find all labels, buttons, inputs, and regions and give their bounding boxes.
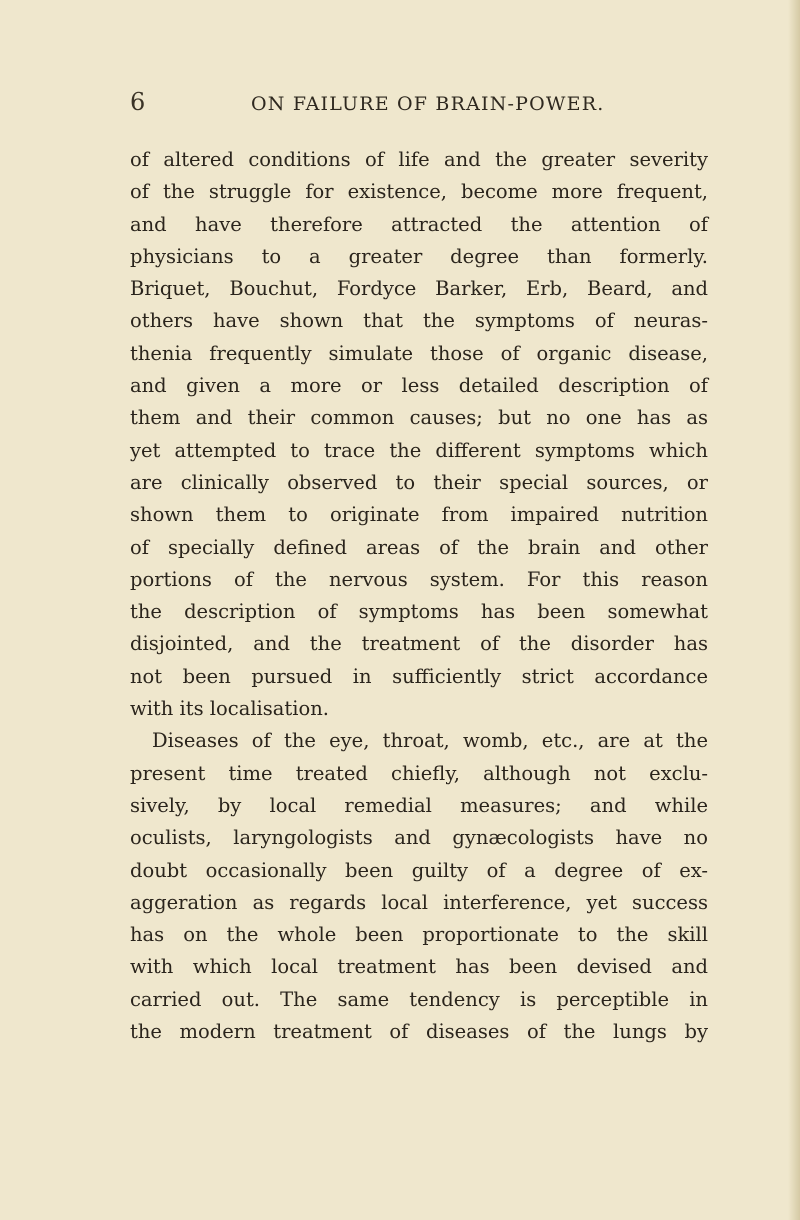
text-line: sively, by local remedial measures; and while: [130, 793, 708, 817]
text-line: disjointed, and the treatment of the disorder has: [130, 632, 708, 656]
text-line: them and their common causes; but no one has as: [130, 406, 708, 430]
text-line: not been pursued in sufficiently strict accordance: [130, 664, 708, 688]
text-line: and have therefore attracted the attention of: [130, 212, 708, 236]
text-line: oculists, laryngologists and gynæcologists have no: [130, 826, 708, 850]
text-line: thenia frequently simulate those of organic disease,: [130, 341, 708, 365]
page-edge-shadow: [788, 0, 800, 1220]
page-header: [0, 88, 800, 128]
text-line: and given a more or less detailed description of: [130, 374, 708, 398]
text-line: the modern treatment of diseases of the lungs by: [130, 1020, 708, 1044]
body-text: [130, 144, 708, 1048]
text-line: others have shown that the symptoms of neuras-: [130, 309, 708, 333]
text-line: of specially defined areas of the brain and other: [130, 535, 708, 559]
page-number: 6: [130, 88, 146, 116]
text-line: physicians to a greater degree than formerly.: [130, 244, 708, 268]
text-line: of the struggle for existence, become more frequent,: [130, 180, 708, 204]
text-line: of altered conditions of life and the greater severity: [130, 148, 708, 171]
text-line: carried out. The same tendency is perceptible in: [130, 987, 708, 1011]
text-line: Briquet, Bouchut, Fordyce Barker, Erb, Beard, and: [130, 277, 708, 301]
running-head: ON FAILURE OF BRAIN-POWER.: [251, 93, 605, 115]
text-line: doubt occasionally been guilty of a degree of ex-: [130, 858, 708, 882]
text-line: aggeration as regards local interference, yet success: [130, 890, 708, 914]
text-line: present time treated chiefly, although not exclu-: [130, 761, 708, 785]
text-line: yet attempted to trace the different symptoms which: [130, 438, 708, 462]
text-line: with its localisation.: [130, 697, 329, 721]
text-line: the description of symptoms has been somewhat: [130, 600, 708, 624]
text-line: with which local treatment has been devised and: [130, 955, 708, 979]
text-line: Diseases of the eye, throat, womb, etc., are at the: [152, 729, 708, 753]
text-line: shown them to originate from impaired nutrition: [130, 503, 708, 527]
text-line: has on the whole been proportionate to the skill: [130, 923, 708, 947]
text-line: are clinically observed to their special sources, or: [130, 470, 708, 494]
text-line: portions of the nervous system. For this reason: [130, 567, 708, 591]
